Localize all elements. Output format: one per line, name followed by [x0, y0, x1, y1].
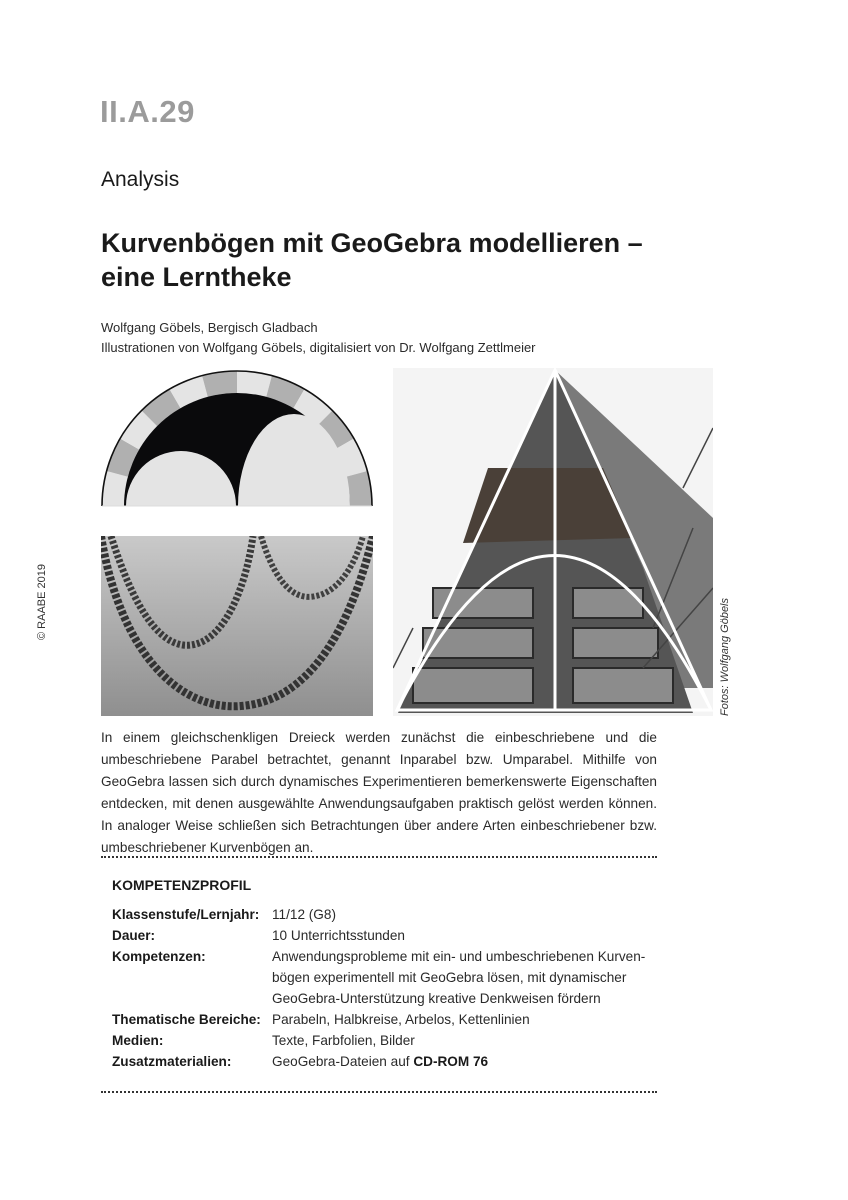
profile-row: [112, 946, 652, 967]
profile-row: [112, 967, 652, 988]
section-code: II.A.29: [100, 94, 195, 129]
profile-label: [112, 988, 272, 1009]
chains-background: [101, 536, 373, 716]
profile-label: Dauer:: [112, 928, 156, 943]
copyright-notice: © RAABE 2019: [36, 564, 48, 640]
chains-photo: [101, 536, 373, 716]
profile-value: [272, 1051, 488, 1072]
profile-label: Klassenstufe/Lernjahr:: [112, 907, 260, 922]
title-line-1: Kurvenbögen mit GeoGebra modellieren –: [101, 228, 643, 258]
page-title: [101, 226, 701, 294]
profile-label: Zusatzmaterialien:: [112, 1054, 232, 1069]
divider-bottom: [101, 1091, 657, 1093]
divider-top: [101, 856, 657, 858]
profile-heading: KOMPETENZPROFIL: [112, 877, 252, 893]
illustrations-line: Illustrationen von Wolfgang Göbels, digitalisiert von Dr. Wolfgang Zettlmeier: [101, 340, 536, 355]
profile-value: GeoGebra-Unterstützung kreative Denkweisen fördern: [272, 991, 601, 1006]
building-wood-band: [463, 468, 633, 543]
photo-credit: Fotos: Wolfgang Göbels: [719, 597, 731, 716]
profile-row: [112, 925, 652, 946]
profile-row: [112, 988, 652, 1009]
profile-value-text: GeoGebra-Dateien auf: [272, 1054, 414, 1069]
profile-row: [112, 904, 652, 925]
profile-value: Anwendungsprobleme mit ein- und umbeschriebenen Kurven-: [272, 949, 646, 964]
profile-value: 10 Unterrichtsstunden: [272, 928, 405, 943]
cd-rom-reference: CD-ROM 76: [413, 1054, 489, 1069]
author-line: Wolfgang Göbels, Bergisch Gladbach: [101, 320, 318, 335]
subject-heading: Analysis: [101, 168, 180, 191]
profile-label: Medien:: [112, 1033, 164, 1048]
author-info: [101, 318, 536, 358]
intro-paragraph: In einem gleichschenkligen Dreieck werden zunächst die einbeschriebene und die umbeschriebene Parabel betrachtet, genannt Inparabel bzw. Umparabel. Mithilfe von GeoGebra lassen sich durch dynamisches Experimentieren bemerkenswerte Eigenschaften entdecken, mit denen ausgewählte Anwendungsaufgaben praktisch gelöst werden können. In analoger Weise schließen sich Betrachtungen über andere Arten einbeschriebener bzw. umbeschriebener Kurvenbögen an.: [101, 730, 657, 855]
profile-label: Kompetenzen:: [112, 949, 206, 964]
profile-label: Thematische Bereiche:: [112, 1012, 261, 1027]
title-line-2: eine Lerntheke: [101, 262, 292, 292]
profile-value: Parabeln, Halbkreise, Arbelos, Kettenlinien: [272, 1012, 530, 1027]
arbelos-illustration: [101, 368, 375, 508]
profile-value: Texte, Farbfolien, Bilder: [272, 1033, 415, 1048]
profile-row: [112, 1030, 652, 1051]
profile-value: 11/12 (G8): [272, 907, 336, 922]
profile-value: bögen experimentell mit GeoGebra lösen, mit dynamischer: [272, 970, 627, 985]
profile-table: [112, 904, 652, 1072]
building-photo: [393, 368, 713, 716]
profile-row: [112, 1051, 652, 1072]
profile-row: [112, 1009, 652, 1030]
profile-label: [112, 967, 272, 988]
